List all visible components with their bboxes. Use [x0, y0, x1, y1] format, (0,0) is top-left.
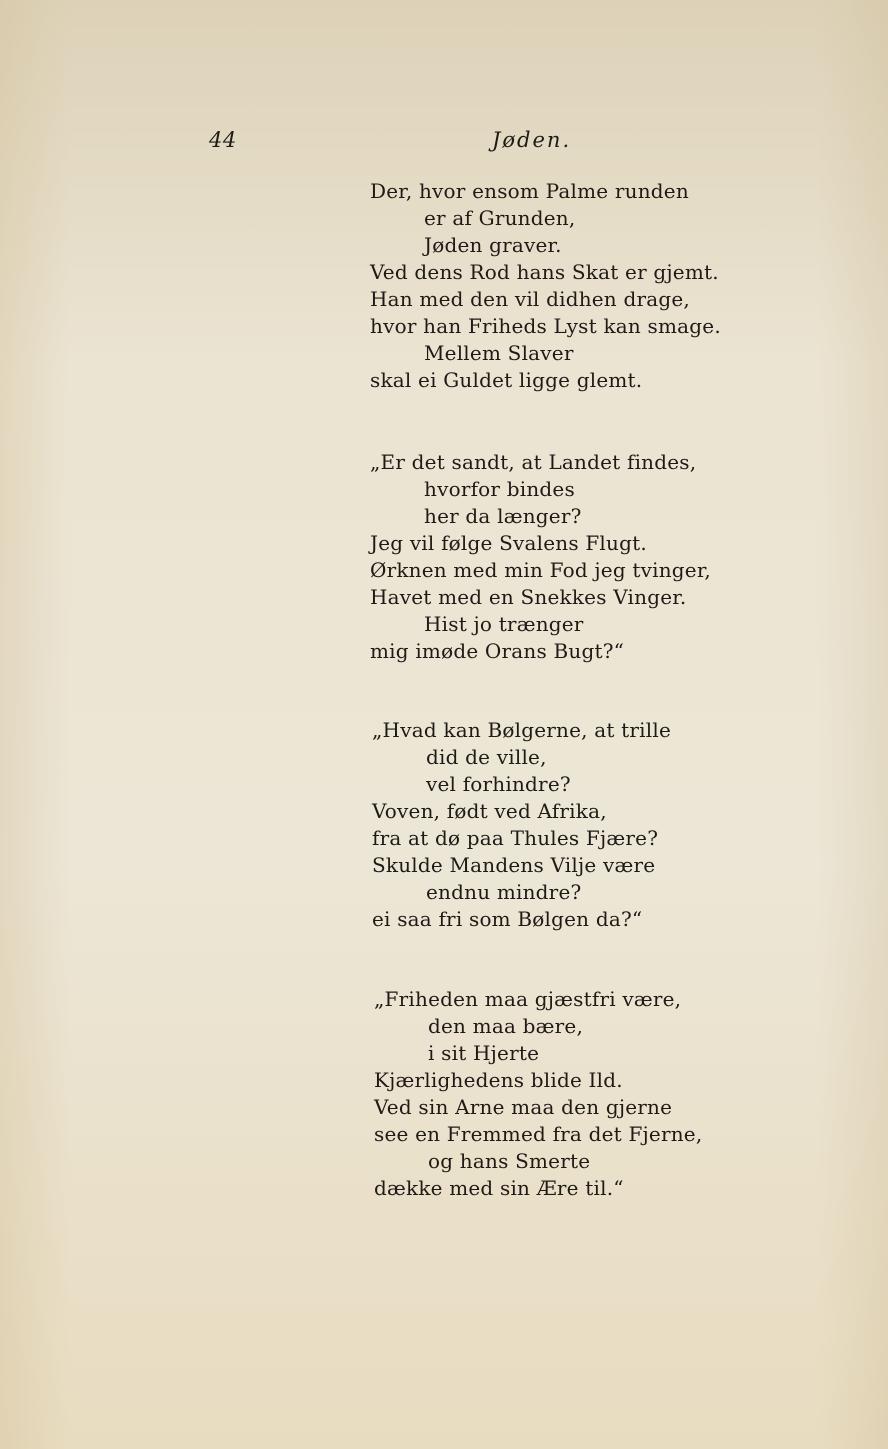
poem-line: dække med sin Ære til.“	[374, 1176, 624, 1200]
poem-line: skal ei Guldet ligge glemt.	[370, 368, 643, 392]
stanza-3	[372, 717, 671, 933]
poem-line: Skulde Mandens Vilje være	[372, 853, 656, 877]
poem-line: Havet med en Snekkes Vinger.	[370, 585, 687, 609]
poem-line: ei saa fri som Bølgen da?“	[372, 907, 643, 931]
stanza-2	[370, 449, 711, 665]
poem-line: Voven, født ved Afrika,	[372, 799, 607, 823]
poem-line: Hist jo trænger	[424, 612, 584, 636]
poem-line: endnu mindre?	[426, 880, 582, 904]
poem-line: her da længer?	[424, 504, 582, 528]
poem-line: fra at dø paa Thules Fjære?	[372, 826, 659, 850]
poem-line: Jeg vil følge Svalens Flugt.	[370, 531, 647, 555]
poem-line: Mellem Slaver	[424, 341, 574, 365]
poem-line: i sit Hjerte	[428, 1041, 540, 1065]
poem-line: er af Grunden,	[424, 206, 576, 230]
poem-line: mig imøde Orans Bugt?“	[370, 639, 625, 663]
poem-line: Kjærlighedens blide Ild.	[374, 1068, 623, 1092]
poem-line: „Friheden maa gjæstfri være,	[374, 987, 682, 1011]
poem-line: did de ville,	[426, 745, 547, 769]
poem-line: Der, hvor ensom Palme runden	[370, 179, 689, 203]
poem-line: hvorfor bindes	[424, 477, 575, 501]
stanza-1	[370, 178, 721, 394]
poem-line: Jøden graver.	[424, 233, 562, 257]
stanza-4	[374, 986, 702, 1202]
poem-line: see en Fremmed fra det Fjerne,	[374, 1122, 703, 1146]
poem-line: „Hvad kan Bølgerne, at trille	[372, 718, 671, 742]
poem-line: vel forhindre?	[426, 772, 571, 796]
poem-line: og hans Smerte	[428, 1149, 591, 1173]
page-number: 44	[209, 128, 237, 152]
poem-line: hvor han Friheds Lyst kan smage.	[370, 314, 721, 338]
poem-line: den maa bære,	[428, 1014, 584, 1038]
poem-line: Ørknen med min Fod jeg tvinger,	[370, 558, 711, 582]
poem-line: Ved dens Rod hans Skat er gjemt.	[370, 260, 719, 284]
poem-line: „Er det sandt, at Landet findes,	[370, 450, 697, 474]
running-title: Jøden.	[492, 128, 572, 152]
poem-line: Han med den vil didhen drage,	[370, 287, 690, 311]
poem-line: Ved sin Arne maa den gjerne	[374, 1095, 673, 1119]
